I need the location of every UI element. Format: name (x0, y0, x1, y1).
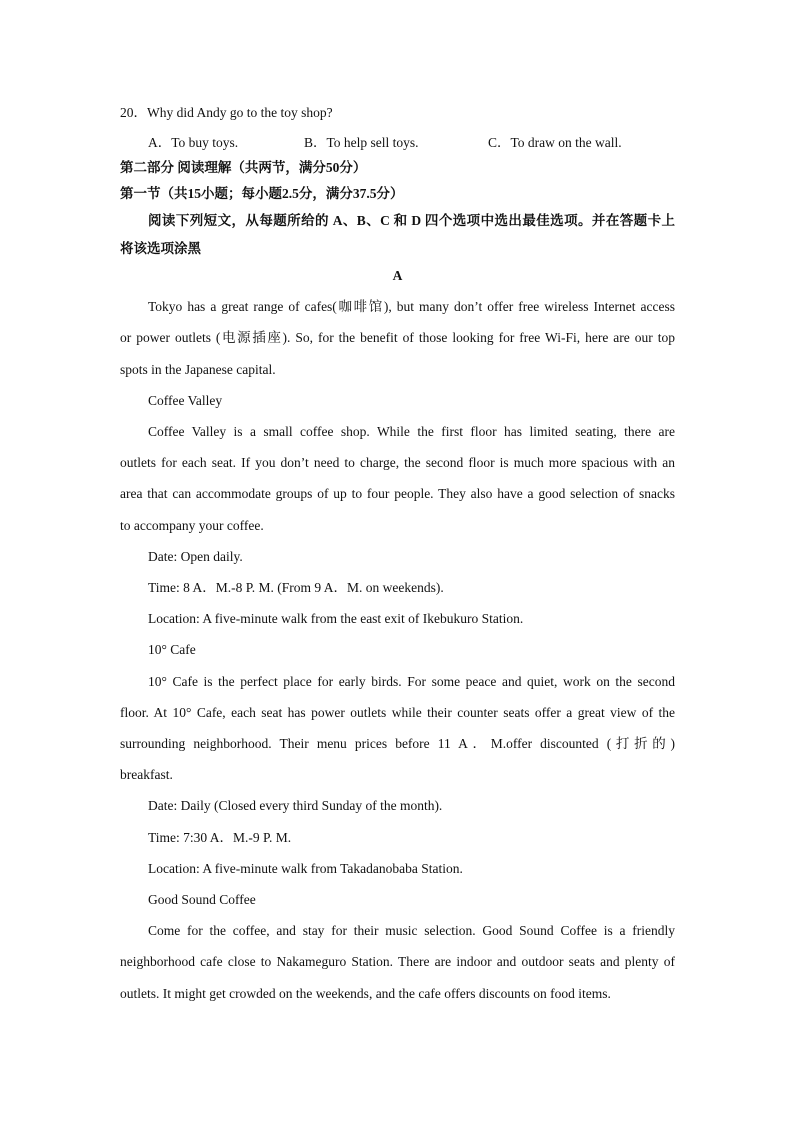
question-options (148, 134, 675, 152)
10-degree-desc-4: breakfast. (120, 767, 173, 782)
cafe-name-10-degree: 10° Cafe (148, 642, 196, 657)
instruction-line-1: 阅读下列短文，从每题所给的 A、B、C 和 D 四个选项中选出最佳选项。并在答题卡上 (148, 213, 675, 228)
coffee-valley-desc-3: area that can accommodate groups of up to four people. They also have a good selection of snacks (120, 486, 675, 501)
subsection-title: 第一节（共15小题；每小题2.5分，满分37.5分） (120, 186, 404, 201)
10-degree-time: Time: 7:30 A．M.-9 P. M. (148, 830, 292, 845)
passage-label: A (392, 268, 403, 283)
coffee-valley-location: Location: A five-minute walk from the east exit of Ikebukuro Station. (148, 611, 524, 626)
10-degree-location: Location: A five-minute walk from Takadanobaba Station. (148, 861, 463, 876)
10-degree-desc-1: 10° Cafe is the perfect place for early birds. For some peace and quiet, work on the second (148, 674, 675, 689)
intro-line-1: Tokyo has a great range of cafes(咖啡馆), but many don’t offer free wireless Internet access (148, 299, 675, 314)
10-degree-desc-3: surrounding neighborhood. Their menu prices before 11 A．M.offer discounted (打折的) (120, 736, 675, 751)
coffee-valley-desc-2: outlets for each seat. If you don’t need to charge, the second floor is much more spacious with an (120, 455, 675, 470)
option-a: A．To buy toys. (148, 135, 239, 150)
option-b: B．To help sell toys. (304, 135, 419, 150)
coffee-valley-desc-4: to accompany your coffee. (120, 518, 264, 533)
10-degree-date: Date: Daily (Closed every third Sunday of the month). (148, 798, 443, 813)
question-stem: 20．Why did Andy go to the toy shop? (120, 105, 333, 120)
instruction-line-2: 将该选项涂黑 (120, 241, 201, 256)
cafe-name-good-sound: Good Sound Coffee (148, 892, 256, 907)
10-degree-desc-2: floor. At 10° Cafe, each seat has power outlets while their counter seats offer a great view of the (120, 705, 675, 720)
part-title: 第二部分 阅读理解（共两节，满分50分） (120, 160, 367, 175)
intro-line-3: spots in the Japanese capital. (120, 362, 276, 377)
intro-line-2: or power outlets (电源插座). So, for the benefit of those looking for free Wi-Fi, here are our top (120, 330, 675, 345)
coffee-valley-date: Date: Open daily. (148, 549, 243, 564)
cafe-name-coffee-valley: Coffee Valley (148, 393, 223, 408)
good-sound-desc-2: neighborhood cafe close to Nakameguro Station. There are indoor and outdoor seats and plenty of (120, 954, 675, 969)
good-sound-desc-3: outlets. It might get crowded on the weekends, and the cafe offers discounts on food items. (120, 986, 611, 1001)
coffee-valley-time: Time: 8 A．M.-8 P. M. (From 9 A．M. on weekends). (148, 580, 444, 595)
option-c: C．To draw on the wall. (488, 135, 622, 150)
good-sound-desc-1: Come for the coffee, and stay for their music selection. Good Sound Coffee is a friendly (148, 923, 675, 938)
coffee-valley-desc-1: Coffee Valley is a small coffee shop. While the first floor has limited seating, there are (148, 424, 675, 439)
